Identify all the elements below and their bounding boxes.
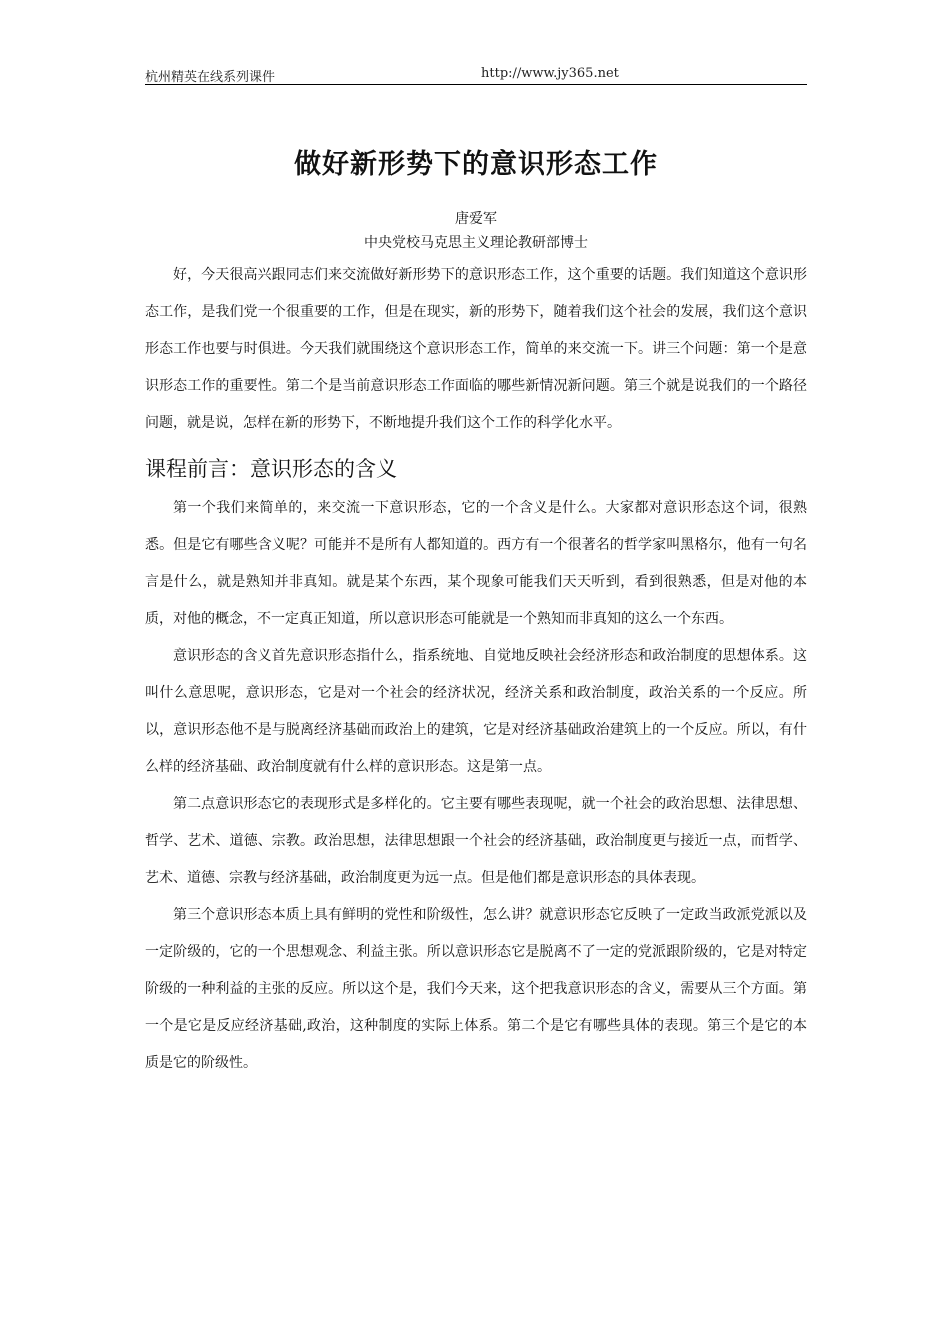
author-name: 唐爱军 xyxy=(455,211,497,227)
body-paragraph: 第一个我们来简单的，来交流一下意识形态，它的一个含义是什么。大家都对意识形态这个词，很熟悉。但是它有哪些含义呢？可能并不是所有人都知道的。西方有一个很著名的哲学家叫黑格尔，他有一句名言是什么，就是熟知并非真知。就是某个东西，某个现象可能我们天天听到，看到很熟悉，但是对他的本质，对他的概念，不一定真正知道，所以意识形态可能就是一个熟知而非真知的这么一个东西。 xyxy=(145,500,807,627)
document-body xyxy=(145,142,807,1082)
page-header xyxy=(145,64,807,85)
header-url[interactable]: http://www.jy365.net xyxy=(481,66,619,81)
intro-paragraph: 好，今天很高兴跟同志们来交流做好新形势下的意识形态工作，这个重要的话题。我们知道这个意识形态工作，是我们党一个很重要的工作，但是在现实，新的形势下，随着我们这个社会的发展，我们这个意识形态工作也要与时俱进。今天我们就围绕这个意识形态工作，简单的来交流一下。讲三个问题：第一个是意识形态工作的重要性。第二个是当前意识形态工作面临的哪些新情况新问题。第三个就是说我们的一个路径问题，就是说，怎样在新的形势下，不断地提升我们这个工作的科学化水平。 xyxy=(145,267,807,431)
body-paragraph: 第三个意识形态本质上具有鲜明的党性和阶级性，怎么讲？就意识形态它反映了一定政当政派党派以及一定阶级的，它的一个思想观念、利益主张。所以意识形态它是脱离不了一定的党派跟阶级的，它是对特定阶级的一种利益的主张的反应。所以这个是，我们今天来，这个把我意识形态的含义，需要从三个方面。第一个是它是反应经济基础,政治，这种制度的实际上体系。第二个是它有哪些具体的表现。第三个是它的本质是它的阶级性。 xyxy=(145,907,807,1071)
section-heading: 课程前言：意识形态的含义 xyxy=(145,457,397,481)
header-source: 杭州精英在线系列课件 xyxy=(145,70,276,85)
document-title: 做好新形势下的意识形态工作 xyxy=(294,149,658,180)
author-affiliation: 中央党校马克思主义理论教研部博士 xyxy=(364,235,588,251)
body-paragraph: 第二点意识形态它的表现形式是多样化的。它主要有哪些表现呢，就一个社会的政治思想、法律思想、哲学、艺术、道德、宗教。政治思想，法律思想跟一个社会的经济基础，政治制度更与接近一点，而哲学、艺术、道德、宗教与经济基础，政治制度更为远一点。但是他们都是意识形态的具体表现。 xyxy=(145,796,807,886)
body-paragraph: 意识形态的含义首先意识形态指什么，指系统地、自觉地反映社会经济形态和政治制度的思想体系。这叫什么意思呢，意识形态，它是对一个社会的经济状况，经济关系和政治制度，政治关系的一个反应。所以，意识形态他不是与脱离经济基础而政治上的建筑，它是对经济基础政治建筑上的一个反应。所以，有什么样的经济基础、政治制度就有什么样的意识形态。这是第一点。 xyxy=(145,648,807,775)
